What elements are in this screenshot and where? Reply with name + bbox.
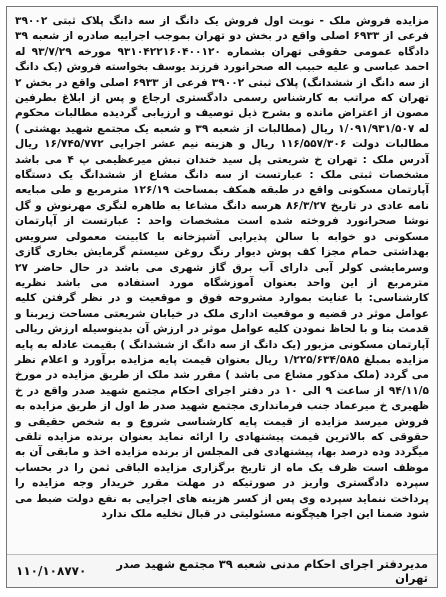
notice-code: ۱۱۰/۱۰۸۷۷۰ [16, 564, 87, 578]
auction-notice [6, 6, 438, 588]
signature-line: مدیردفتر اجرای احکام مدنی شعبه ۳۹ مجتمع شهید صدر تهران [116, 557, 428, 585]
notice-body-text: مزایده فروش ملک - نوبت اول فروش یک دانگ از سه دانگ پلاک ثبتی ۳۹۰۰۲ فرعی از ۶۹۳۳ اصلی واقع در بخش دو تهران بموجب اجراییه صادره از شعبه ۳۹ دادگاه عمومی حقوقی تهران بشماره ۹۳۱۰۴۲۲۱۶۰۴۰۰۱۲۰ مورخه ۹۳/۷/۲۹ له احمد عباسی و علیه حبیب اله صحرانورد فرزند یوسف بخواسته فروش (یک دانگ از سه دانگ از ششدانگ) پلاک ثبتی ۳۹۰۰۲ فرعی از ۶۹۳۳ اصلی واقع در بخش ۲ تهران که مراتب به کارشناس رسمی دادگستری ارجاع و پس از ابلاغ بطرفین مصون از اعتراض مانده و بشرح ذیل توصیف و ارزیابی گردیده مطالبات محکوم له ۱/۰۹۱/۹۳۱/۵۰۷ ریال (مطالبات از شعبه ۳۹ و شعبه یک مجتمع شهید بهشتی ) مطالبات دولت ۱۱۶/۵۵۷/۳۰۶ ریال و هزینه نیم عشر اجرایی ۱۶/۷۴۵/۷۷۲ ریال آدرس ملک : تهران خ شریعتی پل سید خندان نبش میرعظیمی پ ۴ می باشد مشخصات ثبتی ملک : عبارتست از سه دانگ مشاع از ششدانگ یک دستگاه آپارتمان مسکونی واقع در طبقه همکف بمساحت ۱۲۶/۱۹ مترمربع و طی مبایعه نامه عادی در تاریخ ۸۶/۳/۲۷ هرسه دانگ مشاعا به طاهره لنگری مهرنوش و گل نوشا صحرانورد فروخته شده است مشخصات واحد : عبارتست از آپارتمان مسکونی دو خوابه با سالن پذیرایی آشپزخانه با کابینت معمولی سرویس بهداشتی حمام مجزا کف پوش دیوار رنگ روغن سیستم گرمایش بخاری گازی وسرمایشی کولر آبی دارای آب برق گاز شهری می باشد در حال حاضر ۲۷ مترمربع از این واحد بعنوان آموزشگاه مورد استفاده می باشد نظریه کارشناسی: با عنایت بموارد مشروحه فوق و موقعیت و در نظر گرفتن کلیه عوامل موثر در قضیه و موقعیت اداری ملک در خیابان شریعتی مساحت زیربنا و قدمت بنا و با لحاظ نمودن کلیه عوامل موثر در ارزش آن بدینوسیله ارزش ریالی آپارتمان مسکونی مزبور (یک دانگ از سه دانگ از ششدانگ ) بقیمت عادله به پایه مزایده بمبلغ ۱/۲۲۵/۶۳۴/۵۸۵ ریال بعنوان قیمت پایه مزایده برآورد و اعلام نظر می گردد (ملک مذکور مشاع می باشد ) مقرر شد ملک از طریق مزایده در مورخ ۹۴/۱۱/۵ از ساعت ۹ الی ۱۰ در دفتر اجرای احکام مجتمع شهید صدر واقع در خ ظهیری خ میرعماد جنب فرمانداری مجتمع شهید صدر ط اول از طریق مزایده به فروش میرسد مزایده از قیمت پایه کارشناسی شروع و به شخص حقیقی و حقوقی که بالاترین قیمت پیشنهادی را ارائه نماید بعنوان برنده مزایده تلقی میگردد وده درصد بها، پیشنهادی فی المجلس از برنده مزایده اخذ و مابقی آن به موظف است ظرف یک ماه از تاریخ برگزاری مزایده الباقی ثمن را در بحساب سپرده دادگستری واریز در صورتیکه در مهلت مقرر خریدار وجه مزایده را پرداخت ننماید سپرده وی پس از کسر هزینه های اجرایی به نفع دولت ضبط می شود ضمنا این اجرا هیچگونه مسئولیتی در قبال تخلیه ملک ندارد [15, 15, 430, 520]
notice-footer [7, 554, 437, 587]
